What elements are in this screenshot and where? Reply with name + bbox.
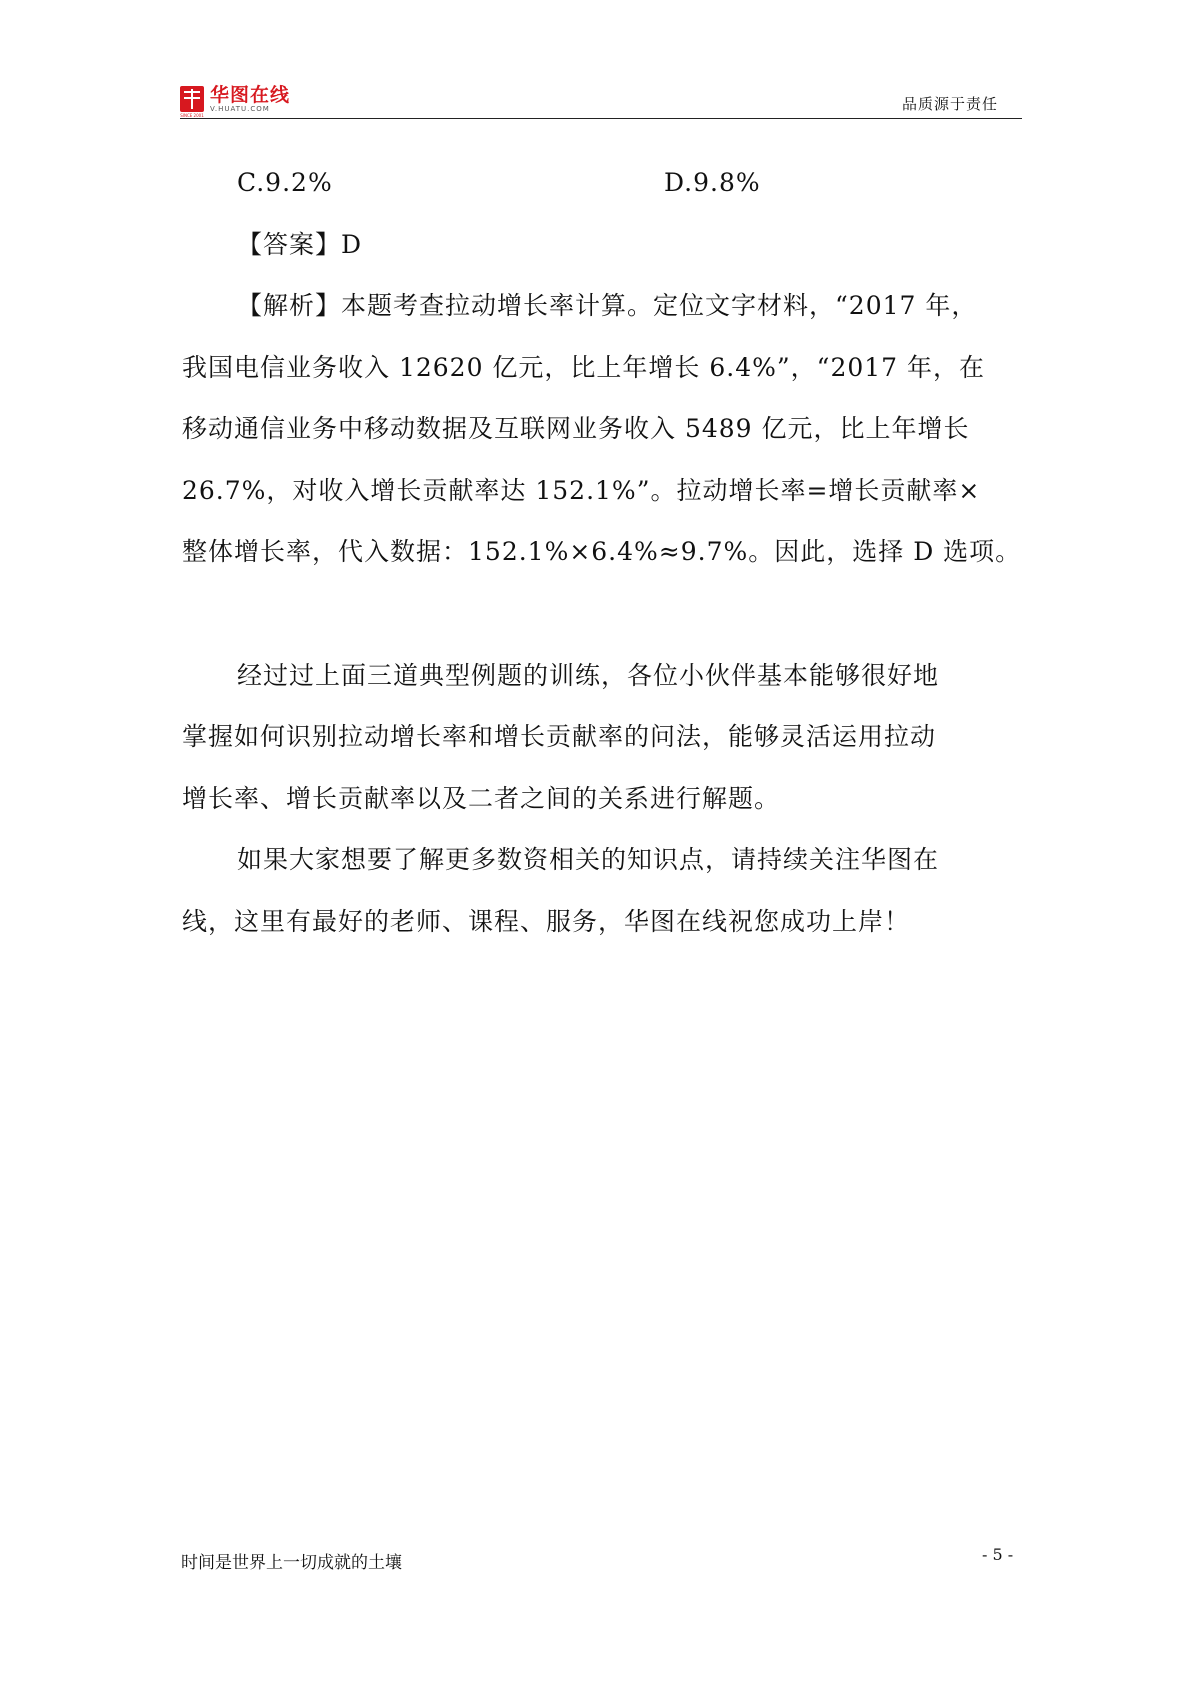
closing-line: 线，这里有最好的老师、课程、服务，华图在线祝您成功上岸！ [182,906,911,936]
answer-options [182,152,1020,214]
summary-line: 增长率、增长贡献率以及二者之间的关系进行解题。 [182,783,781,813]
logo-url: V.HUATU.COM [210,104,270,113]
footer-motto: 时间是世界上一切成就的土壤 [181,1553,402,1573]
closing-line: 如果大家想要了解更多数资相关的知识点，请持续关注华图在 [237,845,940,874]
huatu-logo-icon: SINCE 2001 [180,86,204,112]
huatu-logo [180,83,291,118]
answer-line: 【答案】D [237,229,363,259]
summary-paragraph [182,645,1020,830]
analysis-line: 移动通信业务中移动数据及互联网业务收入 5489 亿元，比上年增长 [182,414,970,443]
page-number: - 5 - [982,1545,1014,1564]
option-d: D.9.8% [664,168,761,197]
header-slogan: 品质源于责任 [901,95,998,113]
analysis-line: 【解析】本题考查拉动增长率计算。定位文字材料，“2017 年， [237,291,978,320]
option-c: C.9.2% [237,168,333,197]
summary-line: 掌握如何识别拉动增长率和增长贡献率的问法，能够灵活运用拉动 [182,722,937,751]
analysis-paragraph [182,275,1020,583]
closing-paragraph [182,829,1020,952]
analysis-line: 我国电信业务收入 12620 亿元，比上年增长 6.4%”，“2017 年，在 [182,352,986,382]
summary-line: 经过过上面三道典型例题的训练，各位小伙伴基本能够很好地 [237,660,940,690]
logo-name: 华图在线 [210,83,291,106]
page-header [180,82,1022,119]
document-body [182,152,1020,952]
analysis-line: 整体增长率，代入数据：152.1%×6.4%≈9.7%。因此，选择 D 选项。 [182,537,1022,566]
analysis-line: 26.7%，对收入增长贡献率达 152.1%”。拉动增长率=增长贡献率× [182,475,981,505]
